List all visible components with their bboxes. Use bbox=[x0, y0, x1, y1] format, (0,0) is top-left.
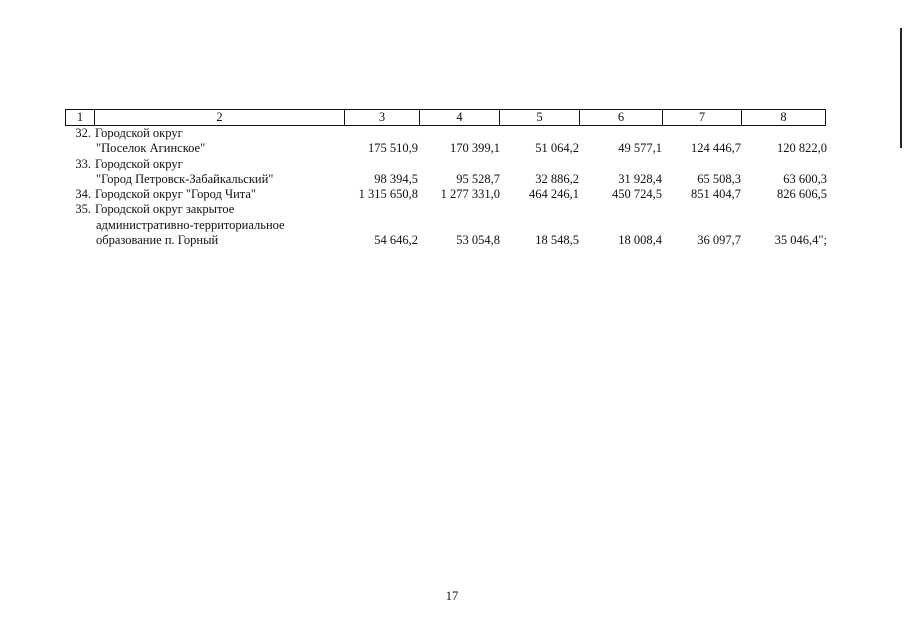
value-col-3: 98 394,5 bbox=[374, 171, 418, 186]
value-col-3: 54 646,2 bbox=[374, 233, 418, 248]
row-label: Городской округ bbox=[95, 126, 183, 140]
row-line bbox=[65, 157, 845, 172]
value-col-7: 36 097,7 bbox=[697, 233, 741, 248]
row-number: 32. bbox=[75, 126, 91, 140]
value-col-5: 51 064,2 bbox=[535, 141, 579, 156]
scan-edge-mark bbox=[900, 28, 902, 148]
value-col-5: 18 548,5 bbox=[535, 233, 579, 248]
row-label: "Поселок Агинское" bbox=[96, 141, 206, 156]
table-row bbox=[65, 187, 845, 202]
header-cell-5: 5 bbox=[500, 110, 580, 126]
row-line bbox=[65, 141, 845, 156]
table-row bbox=[65, 157, 845, 188]
row-number: 35. bbox=[75, 202, 91, 217]
value-col-6: 18 008,4 bbox=[618, 233, 662, 248]
table-body bbox=[65, 126, 845, 248]
row-label: Городской округ bbox=[95, 156, 183, 171]
row-number: 33. bbox=[75, 156, 91, 171]
value-col-8: 35 046,4"; bbox=[774, 233, 827, 248]
value-col-8: 120 822,0 bbox=[777, 141, 827, 156]
value-col-8: 63 600,3 bbox=[783, 171, 827, 186]
value-col-5: 464 246,1 bbox=[529, 187, 579, 202]
header-cell-7: 7 bbox=[663, 110, 742, 126]
value-col-4: 53 054,8 bbox=[456, 233, 500, 248]
value-col-4: 95 528,7 bbox=[456, 171, 500, 186]
row-label: административно-территориальное bbox=[96, 217, 285, 232]
value-col-4: 170 399,1 bbox=[450, 141, 500, 156]
column-number-header bbox=[65, 109, 826, 126]
row-line bbox=[65, 172, 845, 187]
value-col-4: 1 277 331,0 bbox=[440, 187, 500, 202]
page-number: 17 bbox=[445, 589, 459, 603]
row-line bbox=[65, 218, 845, 233]
header-cell-4: 4 bbox=[420, 110, 500, 126]
value-col-7: 124 446,7 bbox=[691, 141, 741, 156]
header-row bbox=[66, 110, 826, 126]
table-row bbox=[65, 126, 845, 157]
row-label: "Город Петровск-Забайкальский" bbox=[96, 171, 274, 186]
row-line bbox=[65, 202, 845, 217]
header-cell-3: 3 bbox=[345, 110, 420, 126]
row-label: Городской округ "Город Чита" bbox=[95, 187, 257, 202]
row-label: образование п. Горный bbox=[96, 233, 219, 248]
row-line bbox=[65, 187, 845, 202]
value-col-6: 450 724,5 bbox=[612, 187, 662, 202]
value-col-6: 31 928,4 bbox=[618, 171, 662, 186]
header-cell-6: 6 bbox=[580, 110, 663, 126]
header-cell-2: 2 bbox=[95, 110, 345, 126]
row-line bbox=[65, 126, 845, 141]
header-cell-1: 1 bbox=[66, 110, 95, 126]
value-col-3: 1 315 650,8 bbox=[358, 187, 418, 202]
table-row bbox=[65, 202, 845, 248]
header-cell-8: 8 bbox=[742, 110, 826, 126]
value-col-6: 49 577,1 bbox=[618, 141, 662, 156]
value-col-5: 32 886,2 bbox=[535, 171, 579, 186]
row-number: 34. bbox=[75, 187, 91, 202]
value-col-7: 65 508,3 bbox=[697, 171, 741, 186]
value-col-7: 851 404,7 bbox=[691, 187, 741, 202]
row-label: Городской округ закрытое bbox=[95, 202, 235, 217]
row-line bbox=[65, 233, 845, 248]
value-col-8: 826 606,5 bbox=[777, 187, 827, 202]
value-col-3: 175 510,9 bbox=[368, 141, 418, 156]
